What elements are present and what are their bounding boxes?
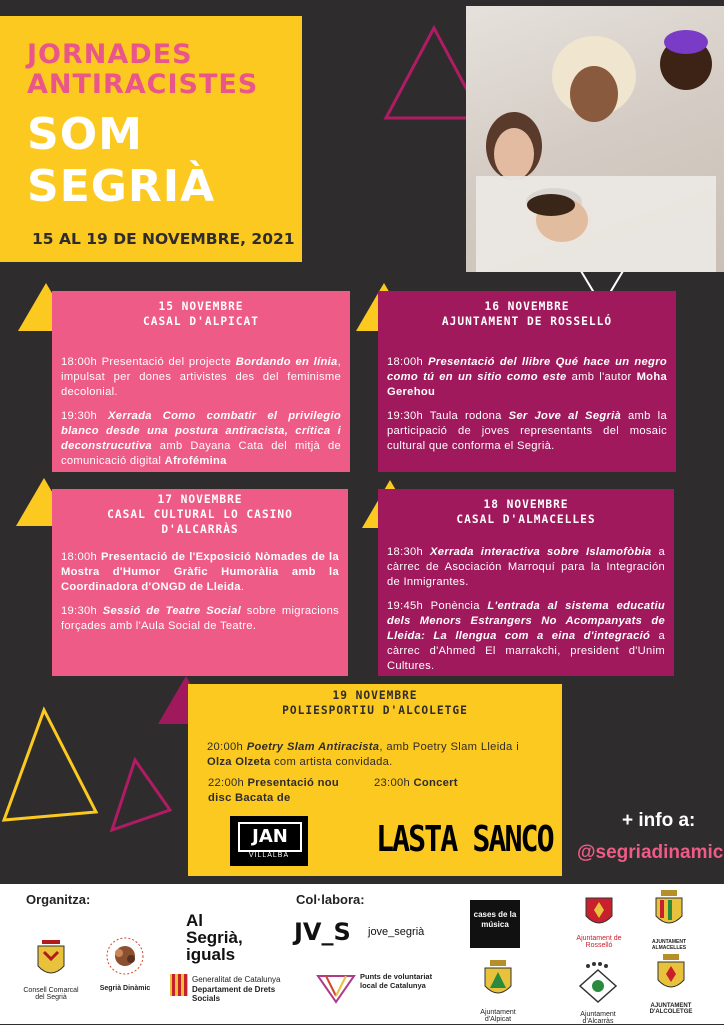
triangle-outline-small-magenta [112,760,170,830]
consell-text: Consell Comarcal del Segrià [23,987,79,1001]
organitza-label: Organitza: [26,892,91,907]
alcarras-shield-icon [564,960,632,1006]
cases-musica-logo: cases de la música [470,900,520,948]
header-line2: ANTIRACISTES [27,69,259,100]
card4-place: CASAL D'ALMACELLES [456,513,596,526]
card-19-novembre [188,684,562,876]
footer [0,884,724,1024]
photo-illustration [466,6,724,272]
almacelles-logo [646,888,692,951]
segria-dinamic-logo [92,934,158,992]
card-18-novembre [378,489,674,676]
header-dates: 15 AL 19 DE NOVEMBRE, 2021 [32,230,295,248]
generalitat-text-1: Generalitat de Catalunya [192,975,281,984]
title-som: SOM [27,109,143,160]
jan-logo-text: JAN [238,822,302,852]
card-17-novembre [52,489,348,676]
consell-shield-icon [18,936,84,982]
card-16-novembre [378,291,676,472]
info-label: + info a: [622,810,696,831]
collabora-label: Col·labora: [296,892,365,907]
alcoletge-logo [644,952,698,1015]
almacelles-shield-icon [646,888,692,934]
title-segria: SEGRIÀ [27,161,216,212]
alpicat-shield-icon [468,958,528,1004]
card3-place2: D'ALCARRÀS [161,523,239,536]
generalitat-text-2: Departament de Drets Socials [192,985,276,1003]
card3-text: 18:00h Presentació de l'Exposició Nòmades de la Mostra d'Humor Gràfic Humoràlia amb la Coordinadora d'ONGD de Lleida. 19:30h Sessió de Teatre Social sobre migracions forçades amb l'Aula Social de Teatre. [61,551,339,632]
consell-comarcal-logo [18,936,84,1001]
al-segria-iguals-logo: Al Segrià, iguals [186,911,243,964]
card5-date: 19 NOVEMBRE [332,689,418,702]
triangle-outline-yellow [4,710,96,820]
jan-villalba-logo [230,816,308,866]
card1-place: CASAL D'ALPICAT [142,315,260,328]
card5-place: POLIESPORTIU D'ALCOLETGE [282,704,468,717]
rossello-shield-icon [566,890,632,930]
lasta-sanco-logo: LASTA SANCO [376,818,553,861]
photo-models [466,6,724,272]
card4-date: 18 NOVEMBRE [483,498,569,511]
generalitat-flag-icon [170,974,188,996]
punts-text: Punts de voluntariat local de Catalunya [360,972,433,990]
alcarras-text: Ajuntament d'Alcarràs [580,1011,616,1025]
alcarras-logo [564,960,632,1025]
card5-text: 20:00h Poetry Slam Antiracista, amb Poetry Slam Lleida i Olza Olzeta com artista convidada. [207,741,519,768]
card1-date: 15 NOVEMBRE [158,300,244,313]
jvs-logo: JV_S [294,918,351,946]
card4-text: 18:30h Xerrada interactiva sobre Islamofòbia a càrrec de Asociación Marroquí para la Integración de Inmigrantes. 19:45h Ponència L'entrada al sistema educatiu dels Menors Estrangers No Acompanyats de Lleida: La llengua com a eina d'integració a càrrec d'Ahmed El marrakchi, president d'Unim Cultures. [387,546,665,672]
rossello-text: Ajuntament de Rosselló [576,935,622,949]
villalba-logo-text: VILLALBA [248,852,290,859]
alcoletge-shield-icon [644,952,698,998]
info-handle[interactable]: @segriadinamic [577,842,724,863]
alcoletge-text: AJUNTAMENT D'ALCOLETGE [649,1003,693,1015]
rossello-logo [566,890,632,949]
card5-item3: 23:00h Concert [374,777,458,789]
card2-place: AJUNTAMENT DE ROSSELLÓ [441,315,613,328]
card2-text: 18:00h Presentació del llibre Qué hace un negro como tú en un sitio como este amb l'autor Moha Gerehou 19:30h Taula rodona Ser Jove al Segrià amb la participació de joves representants del mosaic cultural que conforma el Segrià. [387,356,667,452]
hands-icon [92,934,158,980]
segria-dinamic-text: Segrià Dinàmic [99,985,151,992]
alpicat-logo [468,958,528,1023]
punts-icon [316,972,356,1004]
alpicat-text: Ajuntament d'Alpicat [480,1009,516,1023]
card5-item2: 22:00h Presentació nou disc Bacata de [208,777,339,804]
header-line1: JORNADES [27,39,193,70]
jove-segria-text: jove_segrià [368,926,425,938]
almacelles-text: AJUNTAMENT ALMACELLES [651,939,687,951]
card2-date: 16 NOVEMBRE [484,300,570,313]
card-15-novembre [52,291,350,472]
card3-date: 17 NOVEMBRE [157,493,243,506]
card3-place1: CASAL CULTURAL LO CASINO [107,508,293,521]
card1-text: 18:00h Presentació del projecte Bordando en línia, impulsat per dones artivistes des del feminisme decolonial. 19:30h Xerrada Como combatir el privilegio blanco desde una postura antiracista, crítica i deconstrucutiva amb Dayana Cata del mitjà de comunicació digital Afrofémina [61,356,341,467]
